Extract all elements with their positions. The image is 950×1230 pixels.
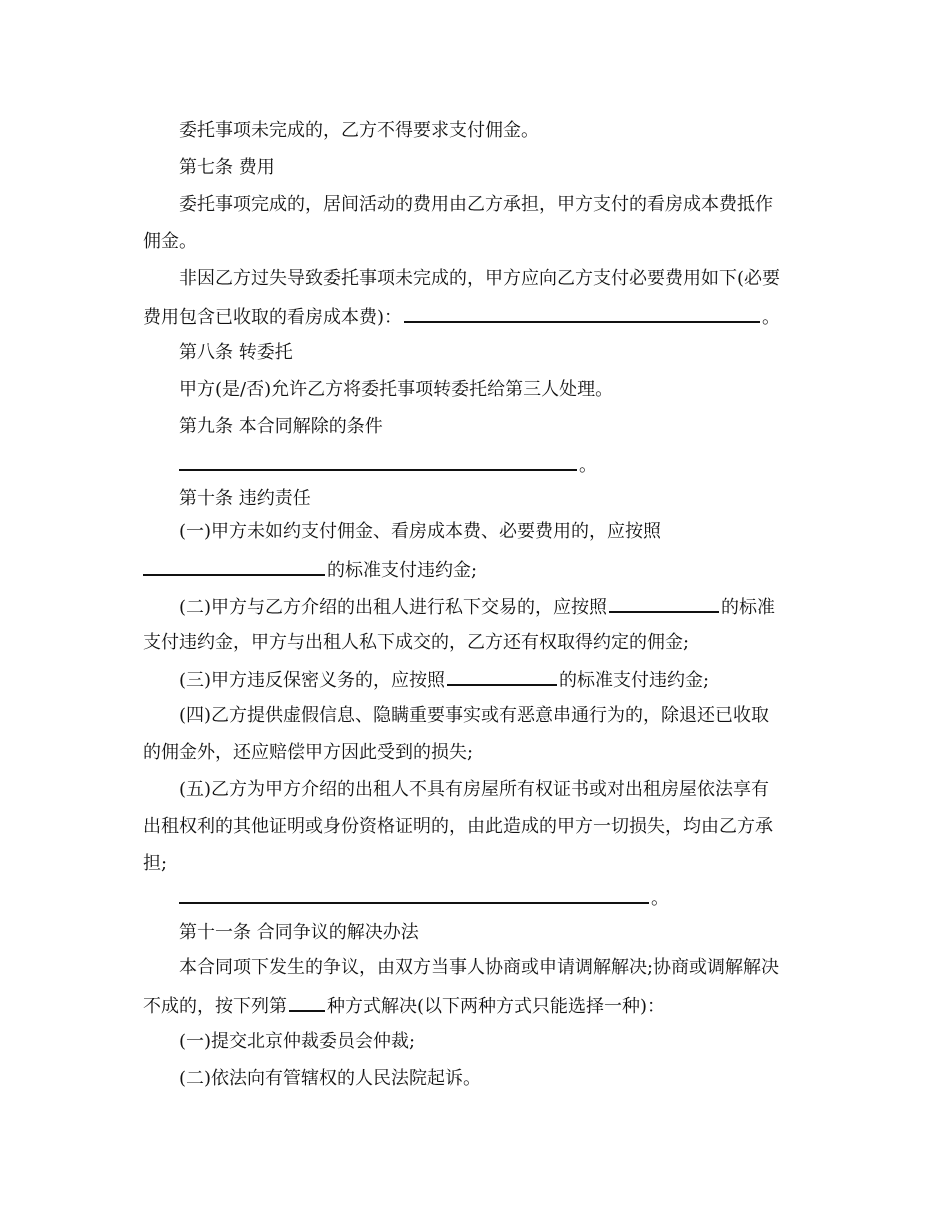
text-line [143, 303, 780, 331]
line-text: 担; [143, 853, 168, 874]
line-text: 佣金。 [143, 231, 197, 252]
line-text: (一)甲方未如约支付佣金、看房成本费、必要费用的，应按照 [179, 521, 662, 542]
text-line [179, 703, 769, 729]
line-text: 。 [579, 455, 597, 476]
fill-in-blank[interactable] [179, 884, 649, 904]
line-text: 出租权利的其他证明或身份资格证明的，由此造成的甲方一切损失，均由乙方承 [143, 816, 773, 837]
text-line [179, 666, 709, 694]
text-line [179, 593, 775, 621]
text-line [143, 556, 477, 584]
heading-text: 第九条 本合同解除的条件 [179, 416, 383, 437]
line-text: (一)提交北京仲裁委员会仲裁; [179, 1031, 416, 1052]
heading-text: 第八条 转委托 [179, 342, 293, 363]
text-line [179, 451, 597, 479]
text-line [179, 377, 613, 403]
line-text: (二)依法向有管辖权的人民法院起诉。 [179, 1068, 482, 1089]
text-line [143, 992, 665, 1020]
line-text: 非因乙方过失导致委托事项未完成的，甲方应向乙方支付必要费用如下(必要 [179, 268, 781, 289]
fill-in-blank[interactable] [404, 303, 760, 323]
text-line [143, 740, 473, 766]
text-line [143, 851, 167, 877]
line-text: 支付违约金，甲方与出租人私下成交的，乙方还有权取得约定的佣金; [143, 632, 690, 653]
line-text: (五)乙方为甲方介绍的出租人不具有房屋所有权证书或对出租房屋依法享有 [179, 779, 770, 800]
text-line [143, 630, 689, 656]
text-line [179, 118, 539, 144]
line-text: 甲方(是/否)允许乙方将委托事项转委托给第三人处理。 [179, 379, 614, 400]
article-heading [179, 414, 383, 440]
line-text: 的标准 [721, 597, 776, 618]
line-text: 。 [762, 307, 781, 328]
text-line [143, 229, 197, 255]
article-heading [179, 155, 275, 181]
line-text: (四)乙方提供虚假信息、隐瞒重要事实或有恶意串通行为的，除退还已收取 [179, 705, 770, 726]
line-text: 不成的，按下列第 [143, 996, 287, 1017]
text-line [143, 814, 773, 840]
fill-in-blank[interactable] [447, 666, 557, 686]
line-text: 种方式解决(以下两种方式只能选择一种)： [327, 996, 666, 1017]
text-line [179, 777, 769, 803]
text-line [179, 1029, 415, 1055]
fill-in-blank[interactable] [289, 992, 325, 1012]
line-text: 的标准支付违约金; [327, 560, 478, 581]
text-line [179, 519, 661, 545]
line-text: 本合同项下发生的争议，由双方当事人协商或申请调解解决;协商或调解解决 [179, 957, 780, 978]
text-line [179, 266, 780, 292]
article-heading [179, 340, 293, 366]
text-line [179, 884, 669, 912]
text-line [179, 192, 773, 218]
heading-text: 第七条 费用 [179, 157, 275, 178]
text-line [179, 1066, 481, 1092]
line-text: 。 [651, 888, 669, 909]
line-text: 委托事项未完成的，乙方不得要求支付佣金。 [179, 120, 539, 141]
line-text: (二)甲方与乙方介绍的出租人进行私下交易的，应按照 [179, 597, 608, 618]
article-heading [179, 920, 419, 946]
line-text: 的佣金外，还应赔偿甲方因此受到的损失; [143, 742, 474, 763]
line-text: 委托事项完成的，居间活动的费用由乙方承担，甲方支付的看房成本费抵作 [179, 194, 773, 215]
fill-in-blank[interactable] [179, 451, 577, 471]
fill-in-blank[interactable] [609, 593, 719, 613]
heading-text: 第十条 违约责任 [179, 488, 311, 509]
article-heading [179, 486, 311, 512]
line-text: (三)甲方违反保密义务的，应按照 [179, 670, 446, 691]
line-text: 的标准支付违约金; [559, 670, 710, 691]
text-line [179, 955, 779, 981]
fill-in-blank[interactable] [143, 556, 325, 576]
heading-text: 第十一条 合同争议的解决办法 [179, 922, 419, 943]
line-text: 费用包含已收取的看房成本费)： [143, 307, 403, 328]
